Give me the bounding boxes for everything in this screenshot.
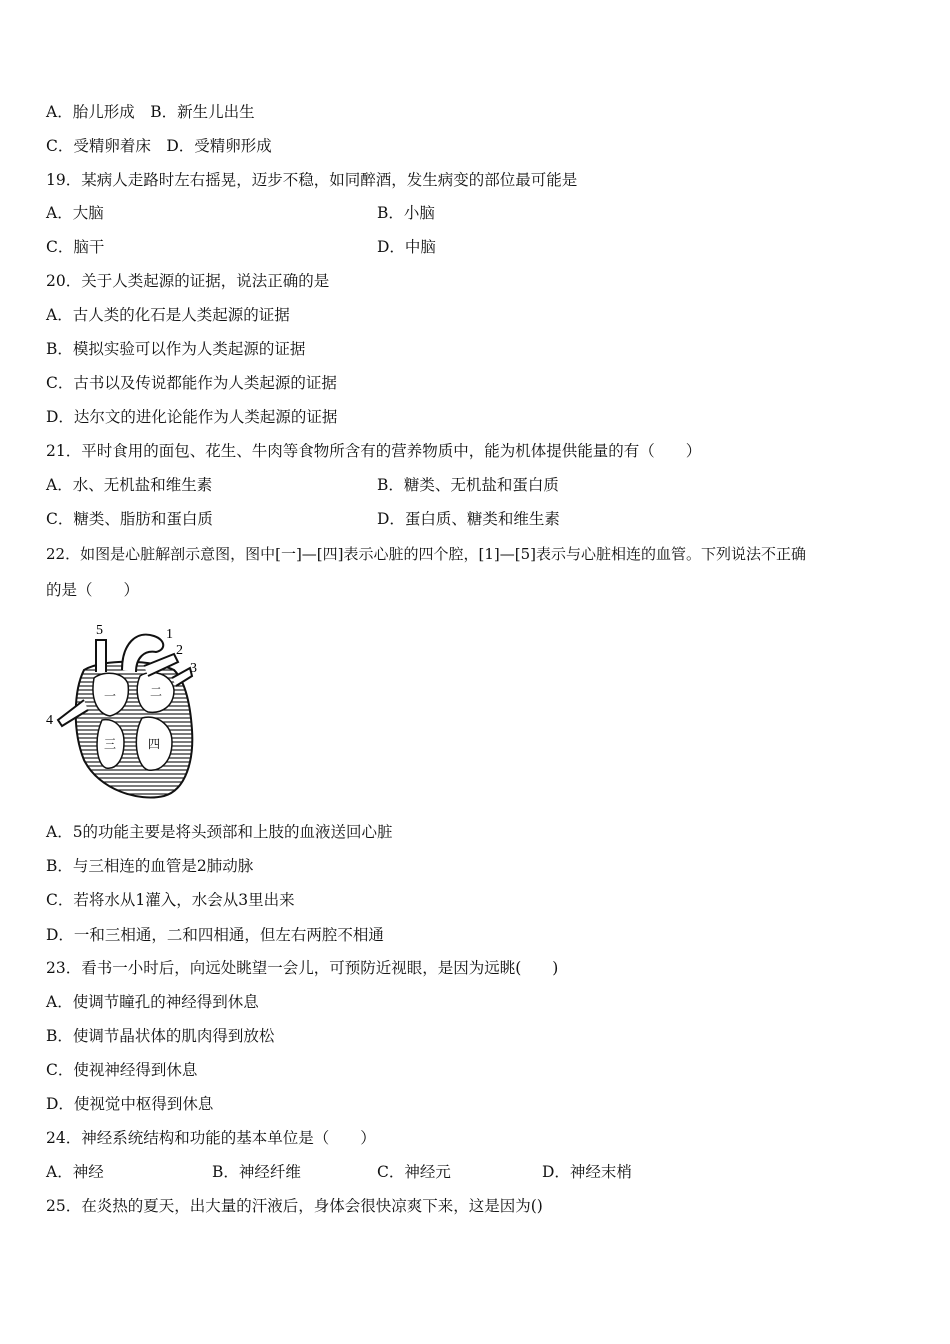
q22-option-a: A．5的功能主要是将头颈部和上肢的血液送回心脏 xyxy=(46,823,393,841)
label-5: 5 xyxy=(96,623,103,638)
q20-stem: 20．关于人类起源的证据，说法正确的是 xyxy=(46,272,330,290)
q18-options-row2: C．受精卵着床 D．受精卵形成 xyxy=(46,137,272,155)
label-chamber-one: 一 xyxy=(104,689,117,703)
q23-option-a: A．使调节瞳孔的神经得到休息 xyxy=(46,993,259,1011)
q25-stem: 25．在炎热的夏天，出大量的汗液后，身体会很快凉爽下来，这是因为() xyxy=(46,1197,543,1215)
q19-option-b: B．小脑 xyxy=(377,204,435,222)
q23-stem: 23．看书一小时后，向远处眺望一会儿，可预防近视眼，是因为远眺( ) xyxy=(46,959,559,977)
label-4: 4 xyxy=(46,713,53,728)
q22-option-d: D．一和三相通，二和四相通，但左右两腔不相通 xyxy=(46,926,384,944)
label-2: 2 xyxy=(176,643,183,658)
q23-option-d: D．使视觉中枢得到休息 xyxy=(46,1095,214,1113)
label-3: 3 xyxy=(190,661,197,676)
q21-option-a: A．水、无机盐和维生素 xyxy=(46,476,213,494)
q19-option-a: A．大脑 xyxy=(46,204,104,222)
q20-option-c: C．古书以及传说都能作为人类起源的证据 xyxy=(46,374,337,392)
q20-option-b: B．模拟实验可以作为人类起源的证据 xyxy=(46,340,306,358)
q19-option-d: D．中脑 xyxy=(377,238,436,256)
q22-stem-line2: 的是（ ） xyxy=(46,581,140,599)
q24-option-d: D．神经末梢 xyxy=(542,1163,632,1181)
q24-stem: 24．神经系统结构和功能的基本单位是（ ） xyxy=(46,1129,376,1147)
q24-option-a: A．神经 xyxy=(46,1163,104,1181)
q22-option-b: B．与三相连的血管是2肺动脉 xyxy=(46,857,254,875)
label-chamber-four: 四 xyxy=(148,737,161,751)
q19-option-c: C．脑干 xyxy=(46,238,105,256)
q21-stem: 21．平时食用的面包、花生、牛肉等食物所含有的营养物质中，能为机体提供能量的有（ ） xyxy=(46,442,702,460)
q20-option-a: A．古人类的化石是人类起源的证据 xyxy=(46,306,290,324)
q24-option-b: B．神经纤维 xyxy=(212,1163,301,1181)
q22-option-c: C．若将水从1灌入，水会从3里出来 xyxy=(46,891,295,909)
q21-option-b: B．糖类、无机盐和蛋白质 xyxy=(377,476,559,494)
q19-stem: 19．某病人走路时左右摇晃，迈步不稳，如同醉酒，发生病变的部位最可能是 xyxy=(46,171,578,189)
q21-option-d: D．蛋白质、糖类和维生素 xyxy=(377,510,560,528)
label-1: 1 xyxy=(166,627,173,642)
q21-option-c: C．糖类、脂肪和蛋白质 xyxy=(46,510,213,528)
vessel-5 xyxy=(96,640,106,672)
q23-option-b: B．使调节晶状体的肌肉得到放松 xyxy=(46,1027,275,1045)
q23-option-c: C．使视神经得到休息 xyxy=(46,1061,198,1079)
q24-option-c: C．神经元 xyxy=(377,1163,451,1181)
q18-options-row1: A．胎儿形成 B．新生儿出生 xyxy=(46,103,255,121)
q22-stem-line1: 22．如图是心脏解剖示意图，图中[一]—[四]表示心脏的四个腔，[1]—[5]表示与心脏相连的血管。下列说法不正确 xyxy=(46,545,806,563)
q20-option-d: D．达尔文的进化论能作为人类起源的证据 xyxy=(46,408,338,426)
heart-diagram xyxy=(44,620,208,804)
label-chamber-two: 二 xyxy=(150,685,163,699)
label-chamber-three: 三 xyxy=(104,737,117,751)
